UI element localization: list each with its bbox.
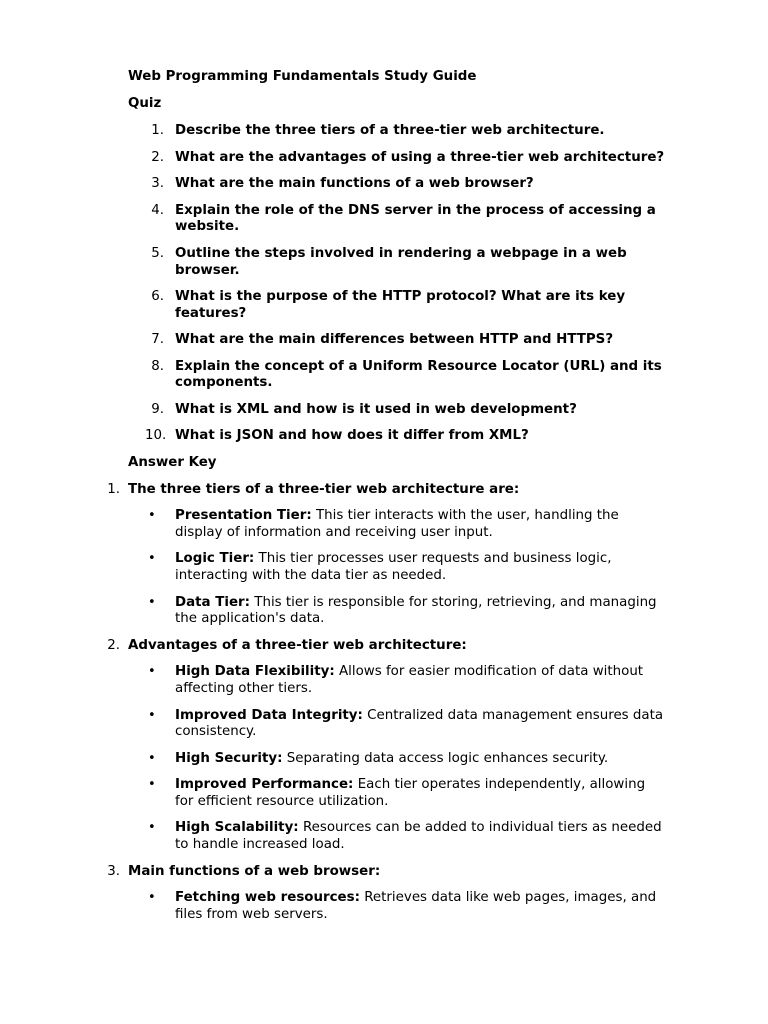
quiz-number: 10. (145, 428, 167, 443)
bullet-icon: • (148, 664, 156, 679)
document-title: Web Programming Fundamentals Study Guide (128, 69, 477, 84)
quiz-question-continued: website. (175, 219, 240, 234)
quiz-question: Explain the role of the DNS server in the process of accessing a (175, 203, 656, 218)
bullet-icon: • (148, 551, 156, 566)
bullet-text-continued: files from web servers. (175, 907, 328, 922)
bullet-text (175, 889, 656, 906)
bullet-icon: • (148, 708, 156, 723)
bullet-icon: • (148, 595, 156, 610)
bullet-icon: • (148, 508, 156, 523)
bullet-text-continued: interacting with the data tier as needed. (175, 568, 447, 583)
quiz-question: Describe the three tiers of a three-tier web architecture. (175, 123, 605, 138)
bullet-description: Retrieves data like web pages, images, and (364, 890, 657, 905)
quiz-question: What is XML and how is it used in web development? (175, 402, 577, 417)
bullet-term: Fetching web resources: (175, 890, 360, 905)
bullet-text-continued: display of information and receiving user input. (175, 525, 493, 540)
quiz-question: Explain the concept of a Uniform Resource Locator (URL) and its (175, 359, 662, 374)
bullet-text-continued: affecting other tiers. (175, 681, 313, 696)
bullet-text (175, 776, 645, 793)
bullet-icon: • (148, 890, 156, 905)
quiz-number: 3. (151, 176, 164, 191)
quiz-number: 2. (151, 150, 164, 165)
answer-heading: The three tiers of a three-tier web architecture are: (128, 482, 520, 497)
bullet-text (175, 507, 619, 524)
bullet-term: Improved Data Integrity: (175, 708, 363, 723)
bullet-text (175, 750, 608, 767)
quiz-number: 8. (151, 359, 164, 374)
quiz-question: What is the purpose of the HTTP protocol? What are its key (175, 289, 626, 304)
bullet-text-continued: to handle increased load. (175, 837, 345, 852)
bullet-term: Presentation Tier: (175, 508, 312, 523)
bullet-term: Data Tier: (175, 595, 251, 610)
bullet-text (175, 663, 643, 680)
bullet-description: Separating data access logic enhances security. (286, 751, 609, 766)
bullet-icon: • (148, 777, 156, 792)
quiz-number: 4. (151, 203, 164, 218)
bullet-description: This tier is responsible for storing, retrieving, and managing (254, 595, 657, 610)
answer-number: 1. (107, 482, 120, 497)
quiz-number: 1. (151, 123, 164, 138)
quiz-heading: Quiz (128, 96, 162, 111)
bullet-icon: • (148, 751, 156, 766)
bullet-text (175, 594, 657, 611)
quiz-question: What are the main functions of a web browser? (175, 176, 534, 191)
bullet-text-continued: consistency. (175, 724, 257, 739)
bullet-description: This tier processes user requests and business logic, (258, 551, 612, 566)
bullet-term: High Security: (175, 751, 283, 766)
bullet-icon: • (148, 820, 156, 835)
answer-heading: Main functions of a web browser: (128, 864, 381, 879)
quiz-number: 5. (151, 246, 164, 261)
quiz-question: What are the advantages of using a three-tier web architecture? (175, 150, 665, 165)
bullet-description: Each tier operates independently, allowing (357, 777, 646, 792)
quiz-question-continued: components. (175, 375, 273, 390)
bullet-text-continued: the application's data. (175, 611, 325, 626)
bullet-text-continued: for efficient resource utilization. (175, 794, 389, 809)
quiz-number: 6. (151, 289, 164, 304)
quiz-number: 9. (151, 402, 164, 417)
quiz-question-continued: features? (175, 306, 247, 321)
quiz-question: What are the main differences between HTTP and HTTPS? (175, 332, 614, 347)
bullet-description: Centralized data management ensures data (367, 708, 664, 723)
bullet-description: Resources can be added to individual tiers as needed (302, 820, 662, 835)
answer-key-heading: Answer Key (128, 455, 217, 470)
bullet-term: High Data Flexibility: (175, 664, 335, 679)
bullet-text (175, 819, 662, 836)
quiz-question-continued: browser. (175, 263, 240, 278)
bullet-term: High Scalability: (175, 820, 299, 835)
answer-number: 2. (107, 638, 120, 653)
quiz-number: 7. (151, 332, 164, 347)
bullet-description: Allows for easier modification of data without (338, 664, 644, 679)
answer-heading: Advantages of a three-tier web architecture: (128, 638, 467, 653)
bullet-term: Logic Tier: (175, 551, 255, 566)
bullet-text (175, 550, 611, 567)
bullet-description: This tier interacts with the user, handling the (315, 508, 619, 523)
bullet-term: Improved Performance: (175, 777, 354, 792)
quiz-question: What is JSON and how does it differ from XML? (175, 428, 529, 443)
answer-number: 3. (107, 864, 120, 879)
bullet-text (175, 707, 663, 724)
quiz-question: Outline the steps involved in rendering a webpage in a web (175, 246, 627, 261)
